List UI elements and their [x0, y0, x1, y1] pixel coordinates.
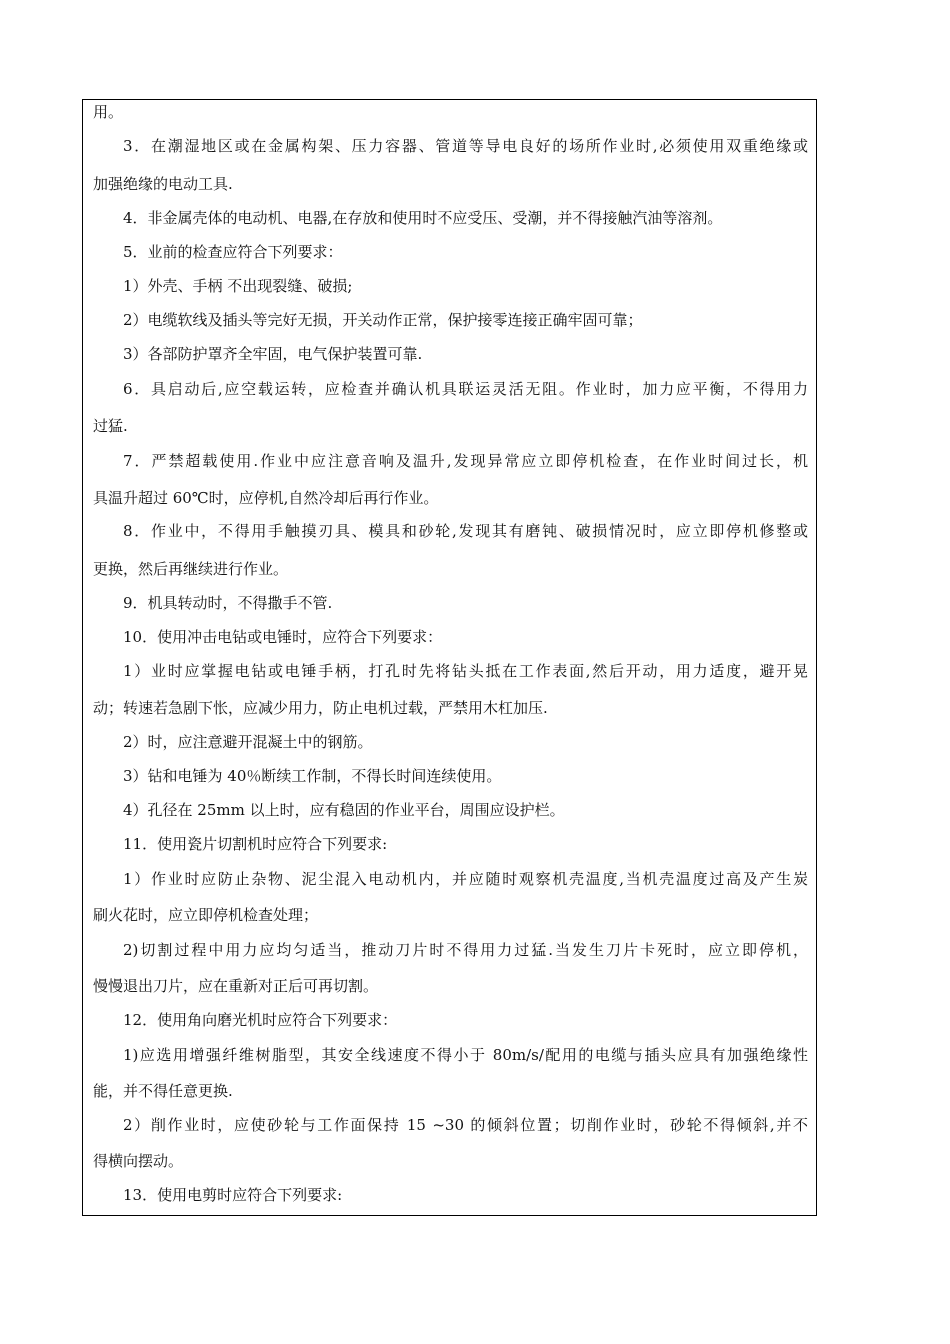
text-line: 具温升超过 60℃时，应停机,自然冷却后再行作业。 — [93, 489, 439, 507]
text-line: 12．使用角向磨光机时应符合下列要求： — [123, 1011, 398, 1029]
text-line: 13．使用电剪时应符合下列要求: — [123, 1186, 343, 1204]
text-line: 得横向摆动。 — [93, 1152, 184, 1170]
text-line: 7．严禁超载使用.作业中应注意音响及温升,发现异常应立即停机检查，在作业时间过长，机 — [123, 452, 808, 470]
text-line: 过猛. — [93, 417, 128, 435]
text-line: 2）电缆软线及插头等完好无损，开关动作正常，保护接零连接正确牢固可靠； — [123, 311, 643, 329]
text-line: 刷火花时，应立即停机检查处理； — [93, 906, 319, 924]
text-line: 1）业时应掌握电钻或电锤手柄，打孔时先将钻头抵在工作表面,然后开动，用力适度，避开晃 — [123, 662, 808, 680]
text-line: 9．机具转动时，不得撒手不管. — [123, 594, 333, 612]
text-line: 2）时，应注意避开混凝土中的钢筋。 — [123, 733, 373, 751]
text-line: 用。 — [93, 103, 124, 121]
text-line: 1）作业时应防止杂物、泥尘混入电动机内，并应随时观察机壳温度,当机壳温度过高及产生炭 — [123, 870, 808, 888]
text-line: 3）钻和电锤为 40％断续工作制，不得长时间连续使用。 — [123, 767, 502, 785]
text-line: 动；转速若急剧下怅，应减少用力，防止电机过载，严禁用木杠加压. — [93, 699, 548, 717]
text-line: 能，并不得任意更换. — [93, 1082, 233, 1100]
text-line: 3）各部防护罩齐全牢固，电气保护装置可靠. — [123, 345, 423, 363]
text-line: 3．在潮湿地区或在金属构架、压力容器、管道等导电良好的场所作业时,必须使用双重绝缘或 — [123, 137, 808, 155]
text-line: 4）孔径在 25mm 以上时，应有稳固的作业平台，周围应设护栏。 — [123, 801, 565, 819]
text-line: 5．业前的检查应符合下列要求： — [123, 243, 343, 261]
text-line: 6．具启动后,应空载运转，应检查并确认机具联运灵活无阻。作业时，加力应平衡，不得用力 — [123, 380, 808, 398]
text-line: 11．使用瓷片切割机时应符合下列要求: — [123, 835, 388, 853]
text-line: 更换，然后再继续进行作业。 — [93, 560, 289, 578]
document-frame — [82, 99, 817, 1216]
text-line: 2）削作业时，应使砂轮与工作面保持 15 ~30 的倾斜位置；切削作业时，砂轮不得倾斜,并不 — [123, 1116, 808, 1134]
text-line: 1)应选用增强纤维树脂型，其安全线速度不得小于 80m/s/配用的电缆与插头应具有加强绝缘性 — [123, 1046, 808, 1064]
text-line: 8．作业中，不得用手触摸刃具、模具和砂轮,发现其有磨钝、破损情况时，应立即停机修整或 — [123, 522, 808, 540]
text-line: 1）外壳、手柄 不出现裂缝、破损; — [123, 277, 353, 295]
text-line: 慢慢退出刀片，应在重新对正后可再切割。 — [93, 977, 379, 995]
text-line: 2)切割过程中用力应均匀适当，推动刀片时不得用力过猛.当发生刀片卡死时，应立即停机， — [123, 941, 808, 959]
text-line: 10．使用冲击电钻或电锤时，应符合下列要求： — [123, 628, 443, 646]
text-line: 加强绝缘的电动工具. — [93, 175, 233, 193]
text-line: 4．非金属壳体的电动机、电器,在存放和使用时不应受压、受潮，并不得接触汽油等溶剂。 — [123, 209, 723, 227]
